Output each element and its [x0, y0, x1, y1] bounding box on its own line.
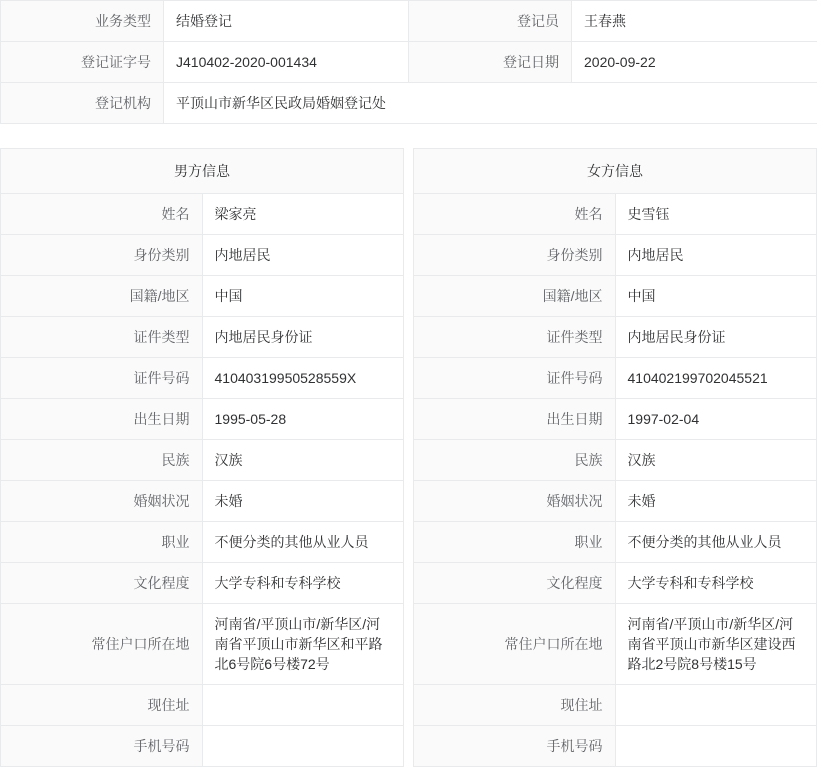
field-value-female-phone	[615, 726, 817, 767]
field-label-female-birth-date: 出生日期	[414, 399, 616, 440]
field-label-female-current-address: 现住址	[414, 685, 616, 726]
field-label-female-phone: 手机号码	[414, 726, 616, 767]
field-value-registrar: 王春燕	[572, 1, 817, 42]
table-row	[414, 194, 817, 235]
field-value-female-identity-type: 内地居民	[615, 235, 817, 276]
table-row	[1, 481, 404, 522]
table-row	[1, 440, 404, 481]
field-value-female-marital-status: 未婚	[615, 481, 817, 522]
table-row	[414, 563, 817, 604]
table-row	[1, 358, 404, 399]
field-label-female-identity-type: 身份类别	[414, 235, 616, 276]
field-label-male-current-address: 现住址	[1, 685, 203, 726]
parties-section	[0, 148, 817, 767]
field-value-female-id-type: 内地居民身份证	[615, 317, 817, 358]
field-value-male-birth-date: 1995-05-28	[202, 399, 404, 440]
field-value-female-occupation: 不便分类的其他从业人员	[615, 522, 817, 563]
table-row	[414, 440, 817, 481]
table-row	[1, 235, 404, 276]
field-label-male-identity-type: 身份类别	[1, 235, 203, 276]
table-row	[1, 726, 404, 767]
field-label-registration-date: 登记日期	[409, 42, 572, 83]
field-value-male-identity-type: 内地居民	[202, 235, 404, 276]
female-section-title: 女方信息	[414, 149, 817, 194]
table-row	[414, 358, 817, 399]
table-row	[414, 399, 817, 440]
table-row	[1, 317, 404, 358]
field-label-female-residence: 常住户口所在地	[414, 604, 616, 685]
field-label-male-nationality: 国籍/地区	[1, 276, 203, 317]
field-value-male-nationality: 中国	[202, 276, 404, 317]
male-section-title: 男方信息	[1, 149, 404, 194]
field-value-female-education: 大学专科和专科学校	[615, 563, 817, 604]
table-row	[1, 604, 404, 685]
table-row	[414, 685, 817, 726]
field-label-female-name: 姓名	[414, 194, 616, 235]
field-label-male-occupation: 职业	[1, 522, 203, 563]
field-label-male-id-number: 证件号码	[1, 358, 203, 399]
field-label-certificate-number: 登记证字号	[1, 42, 164, 83]
field-value-female-name: 史雪钰	[615, 194, 817, 235]
female-party-panel	[413, 148, 817, 767]
male-party-panel	[0, 148, 404, 767]
field-label-male-phone: 手机号码	[1, 726, 203, 767]
field-label-male-residence: 常住户口所在地	[1, 604, 203, 685]
table-row	[1, 42, 817, 83]
table-row	[1, 563, 404, 604]
field-label-male-name: 姓名	[1, 194, 203, 235]
table-row	[414, 726, 817, 767]
table-row	[414, 276, 817, 317]
field-label-male-marital-status: 婚姻状况	[1, 481, 203, 522]
table-row	[1, 149, 404, 194]
field-value-male-residence: 河南省/平顶山市/新华区/河南省平顶山市新华区和平路北6号院6号楼72号	[202, 604, 404, 685]
male-info-table	[0, 148, 404, 767]
field-label-registrar: 登记员	[409, 1, 572, 42]
field-value-male-marital-status: 未婚	[202, 481, 404, 522]
field-value-male-id-type: 内地居民身份证	[202, 317, 404, 358]
table-row	[1, 276, 404, 317]
field-value-business-type: 结婚登记	[164, 1, 409, 42]
female-info-table	[413, 148, 817, 767]
field-value-registration-org: 平顶山市新华区民政局婚姻登记处	[164, 83, 817, 124]
field-value-female-ethnicity: 汉族	[615, 440, 817, 481]
table-row	[414, 522, 817, 563]
field-label-female-nationality: 国籍/地区	[414, 276, 616, 317]
table-row	[1, 83, 817, 124]
field-label-female-occupation: 职业	[414, 522, 616, 563]
table-row	[1, 399, 404, 440]
table-row	[1, 522, 404, 563]
field-value-certificate-number: J410402-2020-001434	[164, 42, 409, 83]
field-label-female-marital-status: 婚姻状况	[414, 481, 616, 522]
field-label-female-ethnicity: 民族	[414, 440, 616, 481]
field-value-male-current-address	[202, 685, 404, 726]
field-value-male-id-number: 41040319950528559X	[202, 358, 404, 399]
field-label-female-education: 文化程度	[414, 563, 616, 604]
field-value-male-name: 梁家亮	[202, 194, 404, 235]
table-row	[414, 481, 817, 522]
table-row	[414, 604, 817, 685]
field-label-male-birth-date: 出生日期	[1, 399, 203, 440]
field-value-male-occupation: 不便分类的其他从业人员	[202, 522, 404, 563]
field-label-male-ethnicity: 民族	[1, 440, 203, 481]
field-label-female-id-number: 证件号码	[414, 358, 616, 399]
field-label-female-id-type: 证件类型	[414, 317, 616, 358]
table-row	[1, 685, 404, 726]
table-row	[414, 235, 817, 276]
field-label-registration-org: 登记机构	[1, 83, 164, 124]
table-row	[1, 1, 817, 42]
field-value-female-nationality: 中国	[615, 276, 817, 317]
field-value-male-phone	[202, 726, 404, 767]
field-label-male-id-type: 证件类型	[1, 317, 203, 358]
field-value-female-current-address	[615, 685, 817, 726]
field-value-female-id-number: 410402199702045521	[615, 358, 817, 399]
field-value-female-residence: 河南省/平顶山市/新华区/河南省平顶山市新华区建设西路北2号院8号楼15号	[615, 604, 817, 685]
table-row	[414, 149, 817, 194]
field-label-male-education: 文化程度	[1, 563, 203, 604]
field-value-female-birth-date: 1997-02-04	[615, 399, 817, 440]
field-value-male-ethnicity: 汉族	[202, 440, 404, 481]
field-value-male-education: 大学专科和专科学校	[202, 563, 404, 604]
field-label-business-type: 业务类型	[1, 1, 164, 42]
table-row	[1, 194, 404, 235]
registration-summary-table	[0, 0, 817, 124]
field-value-registration-date: 2020-09-22	[572, 42, 817, 83]
table-row	[414, 317, 817, 358]
